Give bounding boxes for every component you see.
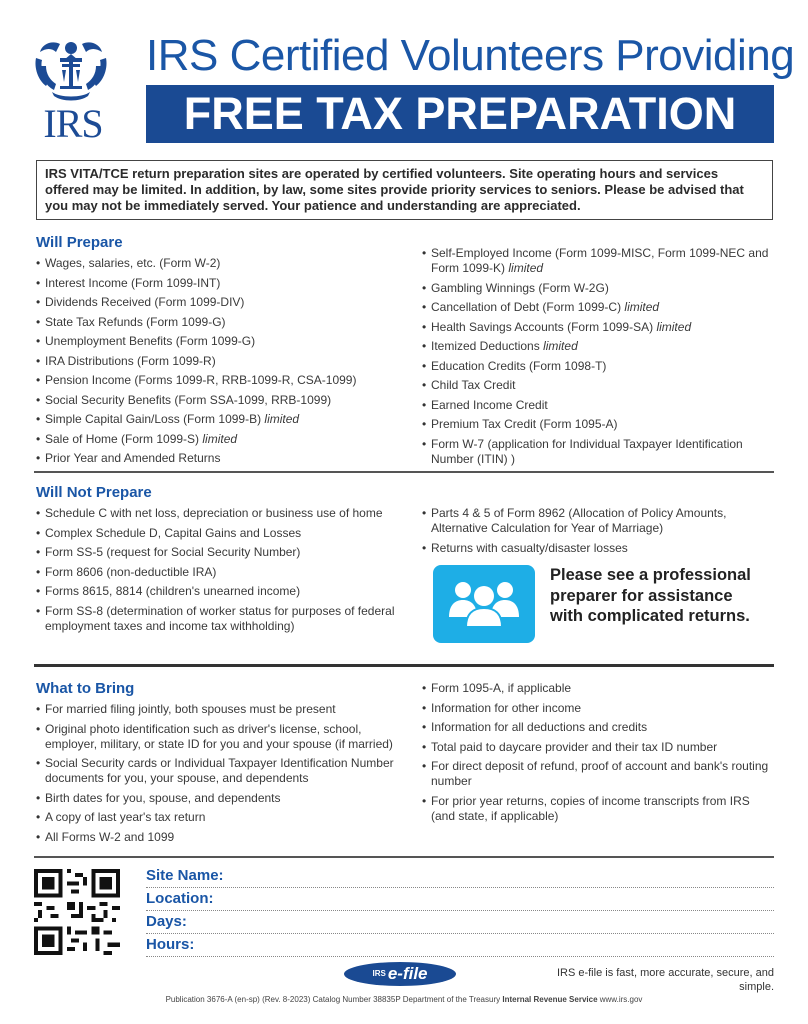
hours-field <box>146 935 774 957</box>
list-item <box>36 451 406 466</box>
footer-url: www.irs.gov <box>599 995 643 1004</box>
limited-note: limited <box>543 339 578 353</box>
list-item: • For married filing jointly, both spouses must be present <box>36 702 406 717</box>
days-label: Days: <box>146 913 187 930</box>
footer-publication: Publication 3676-A (en-sp) (Rev. 8-2023) Catalog Number 38835P Department of the Treasury <box>165 995 501 1004</box>
hours-label: Hours: <box>146 936 195 953</box>
professional-preparer-callout: Please see a professional preparer for assistance with complicated returns. <box>550 566 751 625</box>
list-item-text: Earned Income Credit <box>431 397 548 412</box>
will-prepare-list-left <box>36 256 406 471</box>
list-item <box>36 256 406 271</box>
limited-note: limited <box>264 412 300 426</box>
efile-logo-text: e-file <box>387 964 428 983</box>
location-label: Location: <box>146 890 214 907</box>
list-item <box>422 437 774 467</box>
page-title-banner: FREE TAX PREPARATION <box>146 85 774 143</box>
days-field <box>146 912 774 934</box>
list-item-text: Pension Income (Forms 1099-R, RRB-1099-R, CSA-1099) <box>45 373 357 387</box>
will-not-prepare-heading: Will Not Prepare <box>36 484 152 501</box>
list-item <box>36 354 406 369</box>
list-item: • For direct deposit of refund, proof of account and bank's routing number <box>422 759 774 789</box>
will-prepare-heading: Will Prepare <box>36 234 123 251</box>
list-item <box>422 320 774 335</box>
list-item-text: Premium Tax Credit (Form 1095-A) <box>431 417 618 431</box>
list-item-text: Child Tax Credit <box>431 378 516 392</box>
list-item: • Birth dates for you, spouse, and dependents <box>36 791 406 806</box>
publication-footer <box>0 994 808 1006</box>
list-item <box>36 295 406 310</box>
list-item: • Information for other income <box>422 701 774 716</box>
list-item: • Form 8606 (non-deductible IRA) <box>36 565 406 580</box>
section-divider <box>34 856 774 858</box>
list-item-text: Health Savings Accounts (Form 1099-SA) <box>431 319 657 334</box>
list-item-text: Education Credits (Form 1098-T) <box>431 358 607 373</box>
will-not-prepare-list-right <box>422 506 774 560</box>
list-item-text: Interest Income (Form 1099-INT) <box>45 275 221 290</box>
list-item-text: Self-Employed Income (Form 1099-MISC, Form 1099-NEC and Form 1099-K) <box>431 246 769 275</box>
efile-tagline: IRS e-file is fast, more accurate, secure, and simple. <box>556 967 774 993</box>
list-item: • Complex Schedule D, Capital Gains and Losses <box>36 526 406 541</box>
list-item <box>422 246 774 276</box>
limited-note: limited <box>624 300 660 314</box>
list-item: • Original photo identification such as driver's license, school, employer, military, or state ID for you and your spouse (if married) <box>36 722 406 752</box>
list-item-text: Wages, salaries, etc. (Form W-2) <box>45 256 221 270</box>
list-item <box>36 393 406 408</box>
people-group-icon <box>433 565 535 643</box>
list-item-text: IRA Distributions (Form 1099-R) <box>45 353 216 368</box>
list-item-text: Simple Capital Gain/Loss (Form 1099-B) <box>45 412 265 426</box>
list-item-text: Prior Year and Amended Returns <box>45 451 221 465</box>
list-item-text: Dividends Received (Form 1099-DIV) <box>45 295 245 309</box>
will-not-prepare-list-left <box>36 506 406 638</box>
qr-code[interactable] <box>34 869 120 955</box>
list-item: • Total paid to daycare provider and their tax ID number <box>422 740 774 755</box>
list-item <box>36 276 406 291</box>
what-to-bring-list-left <box>36 702 406 849</box>
list-item: • Forms 8615, 8814 (children's unearned income) <box>36 584 406 599</box>
list-item: • Social Security cards or Individual Taxpayer Identification Number documents for you, your spouse, and dependents <box>36 756 406 786</box>
list-item: • For prior year returns, copies of income transcripts from IRS (and state, if applicable) <box>422 794 774 824</box>
efile-logo-irs: IRS <box>372 969 386 978</box>
efile-logo <box>344 962 456 986</box>
list-item <box>36 373 406 388</box>
list-item-text: Unemployment Benefits (Form 1099-G) <box>45 334 256 348</box>
list-item: • Form 1095-A, if applicable <box>422 681 774 696</box>
site-name-field <box>146 866 774 888</box>
site-name-label: Site Name: <box>146 867 224 884</box>
list-item: • A copy of last year's tax return <box>36 810 406 825</box>
list-item: • All Forms W-2 and 1099 <box>36 830 406 845</box>
list-item: • Parts 4 & 5 of Form 8962 (Allocation of Policy Amounts, Alternative Calculation for Year of Marriage) <box>422 506 774 536</box>
section-divider <box>34 471 774 473</box>
limited-note: limited <box>656 319 692 334</box>
list-item <box>422 378 774 393</box>
list-item: • Form SS-5 (request for Social Security Number) <box>36 545 406 560</box>
list-item <box>422 281 774 296</box>
list-item <box>36 315 406 330</box>
logo-text: IRS <box>43 101 103 146</box>
footer-agency: Internal Revenue Service <box>502 995 598 1004</box>
list-item: • Form SS-8 (determination of worker status for purposes of federal employment taxes and income tax withholding) <box>36 604 406 634</box>
list-item-text: Gambling Winnings (Form W-2G) <box>431 280 609 295</box>
list-item: • Schedule C with net loss, depreciation or business use of home <box>36 506 406 521</box>
list-item-text: State Tax Refunds (Form 1099-G) <box>45 314 226 329</box>
eagle-icon <box>30 36 112 106</box>
list-item <box>422 359 774 374</box>
list-item-text: Social Security Benefits (Form SSA-1099, RRB-1099) <box>45 392 332 407</box>
location-field <box>146 889 774 911</box>
list-item <box>422 417 774 432</box>
list-item-text: Cancellation of Debt (Form 1099-C) <box>431 300 625 314</box>
will-prepare-list-right <box>422 246 774 471</box>
list-item <box>422 398 774 413</box>
limited-note: limited <box>202 431 238 446</box>
what-to-bring-list-right <box>422 681 774 828</box>
list-item-text: Sale of Home (Form 1099-S) <box>45 431 203 446</box>
list-item-text: Form W-7 (application for Individual Taxpayer Identification Number (ITIN) ) <box>431 436 743 466</box>
irs-eagle-logo <box>30 36 112 144</box>
list-item <box>422 300 774 315</box>
list-item-text: Itemized Deductions <box>431 339 544 353</box>
list-item: • Information for all deductions and credits <box>422 720 774 735</box>
section-divider <box>34 664 774 667</box>
list-item <box>36 432 406 447</box>
limited-note: limited <box>508 261 544 275</box>
list-item <box>36 412 406 427</box>
what-to-bring-heading: What to Bring <box>36 680 135 697</box>
list-item <box>36 334 406 349</box>
page-title: IRS Certified Volunteers Providing <box>146 31 795 80</box>
list-item <box>422 339 774 354</box>
list-item: • Returns with casualty/disaster losses <box>422 541 774 556</box>
notice-box: IRS VITA/TCE return preparation sites are operated by certified volunteers. Site operating hours and services offered may be limited. In addition, by law, some sites provide priority services to seniors. Please be advised that you may not be immediately served. Your patience and understanding are appreciated. <box>36 160 773 220</box>
